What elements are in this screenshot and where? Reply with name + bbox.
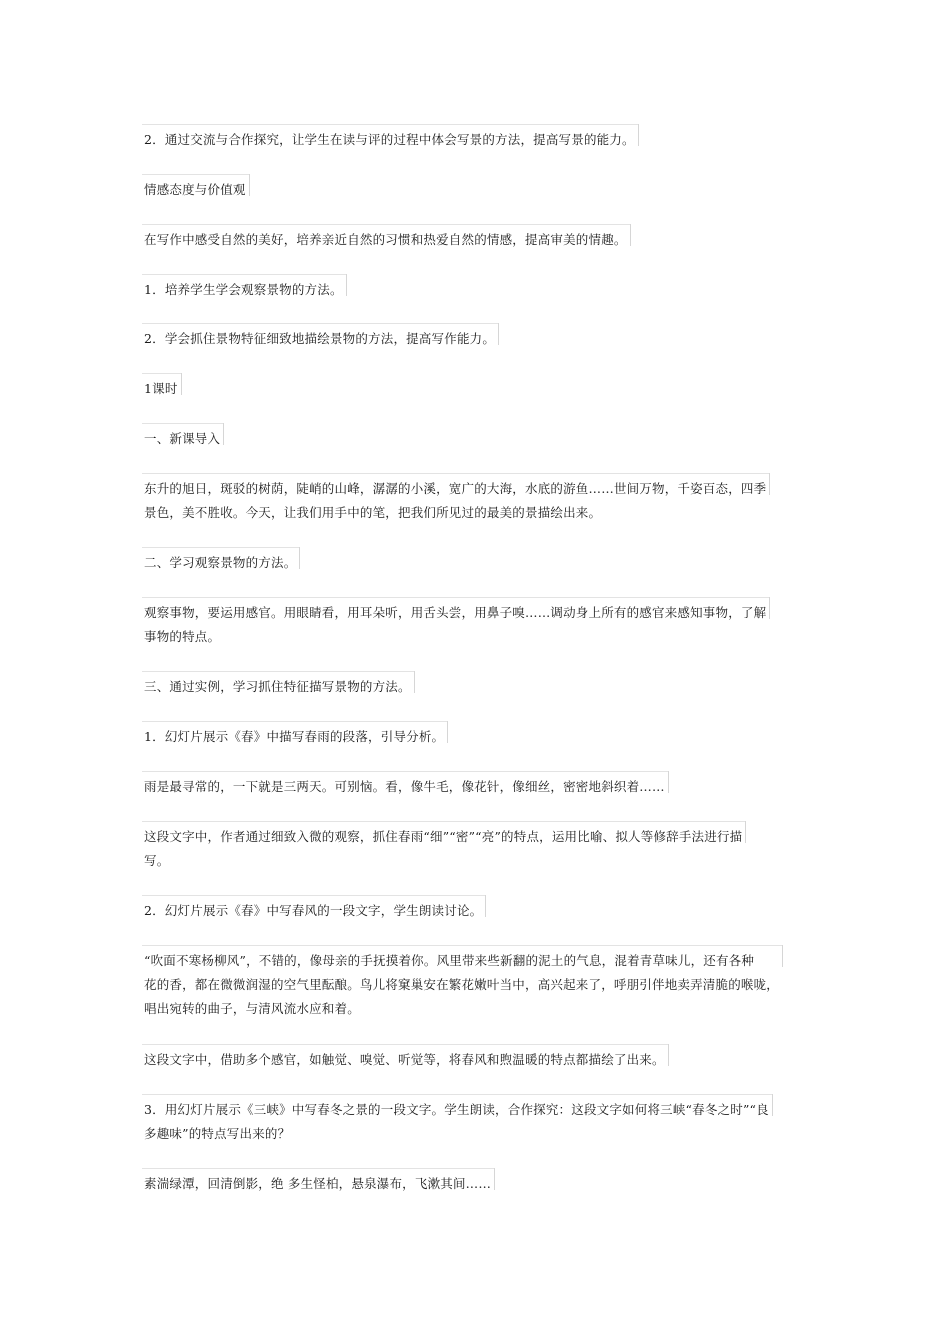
text-line: 1课时 — [144, 381, 178, 396]
text-line: 一、新课导入 — [144, 431, 221, 446]
paragraph-example-2 — [144, 899, 486, 923]
paragraph-spring-wind-quote — [144, 949, 783, 1021]
text-line: 二、学习观察景物的方法。 — [144, 555, 297, 570]
text-line: 雨是最寻常的，一下就是三两天。可别恼。看，像牛毛，像花针，像细丝，密密地斜织着…… — [144, 779, 665, 794]
paragraph-section-1 — [144, 427, 224, 451]
paragraph-observe — [144, 601, 770, 649]
text-line: 花的香，都在微微润湿的空气里酝酿。鸟儿将窠巢安在繁花嫩叶当中，高兴起来了，呼朋引伴地卖弄清脆的喉咙， — [144, 977, 780, 992]
paragraph-heading-emotion — [144, 178, 250, 202]
paragraph-intro — [144, 477, 770, 525]
text-line: 事物的特点。 — [144, 629, 221, 644]
text-line: 1．培养学生学会观察景物的方法。 — [144, 282, 343, 297]
paragraph-objective-2 — [144, 128, 639, 152]
text-line: 景色，美不胜收。今天，让我们用手中的笔，把我们所见过的最美的景描绘出来。 — [144, 505, 602, 520]
text-line: 唱出宛转的曲子，与清风流水应和着。 — [144, 1001, 360, 1016]
paragraph-section-3 — [144, 675, 415, 699]
text-line: “吹面不寒杨柳风”，不错的，像母亲的手抚摸着你。风里带来些新翻的泥土的气息，混着青草味儿，还有各种 — [144, 953, 755, 968]
text-line: 2．通过交流与合作探究，让学生在读与评的过程中体会写景的方法，提高写景的能力。 — [144, 132, 635, 147]
paragraph-emotion-goal — [144, 228, 631, 252]
text-line: 这段文字中，借助多个感官，如触觉、嗅觉、听觉等，将春风和煦温暖的特点都描绘了出来。 — [144, 1052, 665, 1067]
text-line: 3．用幻灯片展示《三峡》中写春冬之景的一段文字。学生朗读，合作探究：这段文字如何将三峡“春冬之时”“良 — [144, 1102, 769, 1117]
paragraph-spring-wind-analysis — [144, 1048, 669, 1072]
paragraph-three-gorges-quote — [144, 1172, 495, 1196]
paragraph-class-hours — [144, 377, 182, 401]
text-line: 2．学会抓住景物特征细致地描绘景物的方法，提高写作能力。 — [144, 331, 496, 346]
text-line: 写。 — [144, 853, 170, 868]
paragraph-section-2 — [144, 551, 300, 575]
text-line: 这段文字中，作者通过细致入微的观察，抓住春雨“细”“密”“亮”的特点，运用比喻、拟人等修辞手法进行描 — [144, 829, 743, 844]
text-line: 东升的旭日，斑驳的树荫，陡峭的山峰，潺潺的小溪，宽广的大海，水底的游鱼……世间万物，千姿百态，四季 — [144, 481, 767, 496]
paragraph-spring-rain-quote — [144, 775, 669, 799]
text-line: 在写作中感受自然的美好，培养亲近自然的习惯和热爱自然的情感，提高审美的情趣。 — [144, 232, 627, 247]
paragraph-spring-rain-analysis — [144, 825, 746, 873]
text-line: 三、通过实例，学习抓住特征描写景物的方法。 — [144, 679, 411, 694]
paragraph-example-1 — [144, 725, 448, 749]
text-line: 2．幻灯片展示《春》中写春风的一段文字，学生朗读讨论。 — [144, 903, 483, 918]
text-line: 多趣味”的特点写出来的？ — [144, 1126, 291, 1141]
paragraph-focus-1 — [144, 278, 347, 302]
text-line: 情感态度与价值观 — [144, 182, 246, 197]
text-line: 素湍绿潭，回清倒影，绝 多生怪柏，悬泉瀑布，飞漱其间…… — [144, 1176, 492, 1191]
text-line: 1．幻灯片展示《春》中描写春雨的段落，引导分析。 — [144, 729, 445, 744]
text-line: 观察事物，要运用感官。用眼睛看，用耳朵听，用舌头尝，用鼻子嗅……调动身上所有的感官来感知事物，了解 — [144, 605, 767, 620]
paragraph-example-3 — [144, 1098, 773, 1146]
paragraph-focus-2 — [144, 327, 499, 351]
